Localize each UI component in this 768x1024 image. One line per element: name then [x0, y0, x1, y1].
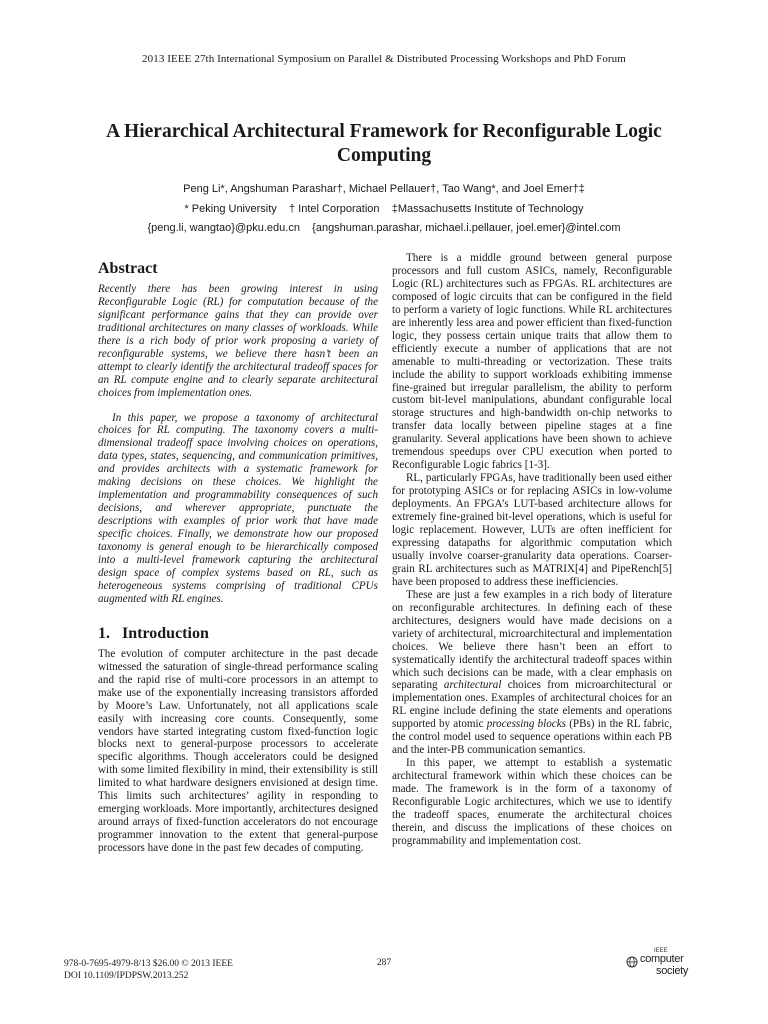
author-list: Peng Li*, Angshuman Parashar†, Michael Pellauer†, Tao Wang*, and Joel Emer†‡: [183, 183, 585, 195]
author-block: [0, 180, 768, 239]
emphasis-processing-blocks: processing blocks: [486, 718, 566, 731]
body-paragraph-4: In this paper, we attempt to establish a systematic architectural framework within which these choices can be made. The framework is in the form of a taxonomy of Reconfigurable Logic architectures, which we use to identify the tradeoff spaces, enumerate the architectural choices therein, and discuss the implications of these choices on programmability and implementation cost.: [392, 757, 672, 847]
emphasis-architectural: architectural: [443, 679, 502, 692]
abstract-paragraph-2: In this paper, we propose a taxonomy of architectural choices for RL computing. The taxonomy covers a multi-dimensional tradeoff space involving choices on operations, data types, states, sequencing, and communication primitives, and provides architects with a systematic framework for making decisions on these choices. We highlight the implementation and programmability consequences of such decisions, and wherever appropriate, punctuate the descriptions with examples of prior work that have made specific choices. Finally, we demonstrate how our proposed taxonomy is general enough to be hierarchically composed into a multi-level framework capturing the architectural design space of complex systems based on RL, such as heterogeneous systems comprising of traditional CPUs augmented with RL engines.: [98, 411, 378, 605]
body-paragraph-1: There is a middle ground between general purpose processors and full custom ASICs, namely, Reconfigurable Logic (RL) architectures such as FPGAs. RL architectures are composed of logic circuits that can be configured in the field to perform a variety of logic functions. While RL architectures are inherently less area and power efficient than fixed-function logic, they possess certain unique traits that allow them to efficiently execute a number of applications that are not amenable to multi-threading or vectorization. These traits include the ability to support workloads exhibiting immense fine-grained but irregular parallelism, the ability to perform custom bit-level manipulations, abundant configurable local storage structures and high-bandwidth on-chip networks to transfer data locally between pipeline stages at a fine granularity. Several applications have been shown to achieve tremendous speedups over CPU execution when ported to Reconfigurable Logic fabrics [1-3].: [392, 252, 672, 472]
logo-ieee-text: IEEE: [654, 948, 668, 954]
body-paragraph-3-part-b: choices from microarchitectural or implementation ones. Examples of architectural choices for an RL engine include defining the state elements and operations supported by atomic: [392, 679, 672, 731]
conference-header: 2013 IEEE 27th International Symposium on Parallel & Distributed Processing Workshops and PhD Forum: [142, 53, 626, 65]
body-paragraph-2: RL, particularly FPGAs, have traditionally been used either for prototyping ASICs or for replacing ASICs in low-volume deployments. An FPGA’s LUT-based architecture allows for extremely fine-grained bit-level operations, which is useful for logic replacement. However, LUTs are often inefficient for expressing datapaths for algorithmic computation which usually involve coarser-granularity data operations. Coarser-grain RL architectures such as MATRIX[4] and PipeRench[5] have been proposed to address these inefficiencies.: [392, 472, 672, 588]
page-number: 287: [376, 958, 392, 968]
body-paragraph-3: [392, 589, 672, 757]
body-paragraph-3-part-a: These are just a few examples in a rich body of literature on reconfigurable architectures. In defining each of these architectures, designers would have made decisions on a variety of architectural, microarchitectural and implementation choices. We believe there hasn’t been an effort to systematically identify the architectural tradeoff spaces within which such decisions can be made, with a clear emphasis on separating: [392, 588, 672, 692]
introduction-paragraph-1: The evolution of computer architecture in the past decade witnessed the saturation of single-thread performance scaling and the rapid rise of multi-core processors in an attempt to make use of the exponentially increasing transistors afforded by Moore’s Law. Unfortunately, not all applications scale easily with increasing core counts. Consequently, some vendors have started integrating custom fixed-function logic blocks next to general-purpose processors to accelerate specific algorithms. Though accelerators could be designed with some limited flexibility in mind, their extensibility is still limited to what hardware designers envisioned at design time. This limits such architectures’ agility in responding to emerging workloads. More importantly, architectures designed around arrays of fixed-function accelerators do not encourage programmer innovation to the extent that general-purpose processors have done in the past few decades of computing.: [98, 647, 378, 855]
abstract-heading: Abstract: [98, 260, 158, 277]
globe-icon: [626, 956, 638, 968]
ieee-computer-society-logo: [626, 948, 696, 988]
affiliations: * Peking University † Intel Corporation ‡Massachusetts Institute of Technology: [184, 202, 584, 215]
right-column: [392, 252, 672, 848]
paper-title: A Hierarchical Architectural Framework for Reconfigurable Logic Computing: [106, 121, 662, 166]
author-emails: {peng.li, wangtao}@pku.edu.cn {angshuman.parashar, michael.i.pellauer, joel.emer}@intel.com: [147, 222, 621, 234]
body-paragraph-3-part-c: (PBs) in the RL fabric, the control model used to sequence operations within each PB and the inter-PB communication semantics.: [392, 718, 672, 757]
footer-isbn: 978-0-7695-4979-8/13 $26.00 © 2013 IEEE: [64, 959, 233, 969]
logo-computer-text: computer: [640, 953, 684, 965]
logo-society-text: society: [656, 965, 689, 977]
footer-doi: DOI 10.1109/IPDPSW.2013.252: [64, 971, 189, 981]
introduction-heading: 1. Introduction: [98, 624, 209, 642]
left-column: [98, 252, 378, 855]
abstract-paragraph-1: Recently there has been growing interest in using Reconfigurable Logic (RL) for computation because of the significant performance gains that they can provide over traditional architectures on many classes of workloads. While there is a rich body of prior work proposing a variety of reconfigurable systems, we believe there hasn’t been an attempt to clearly identify the architectural tradeoff spaces for an RL compute engine and to clearly separate architectural choices from implementation ones.: [98, 282, 378, 399]
